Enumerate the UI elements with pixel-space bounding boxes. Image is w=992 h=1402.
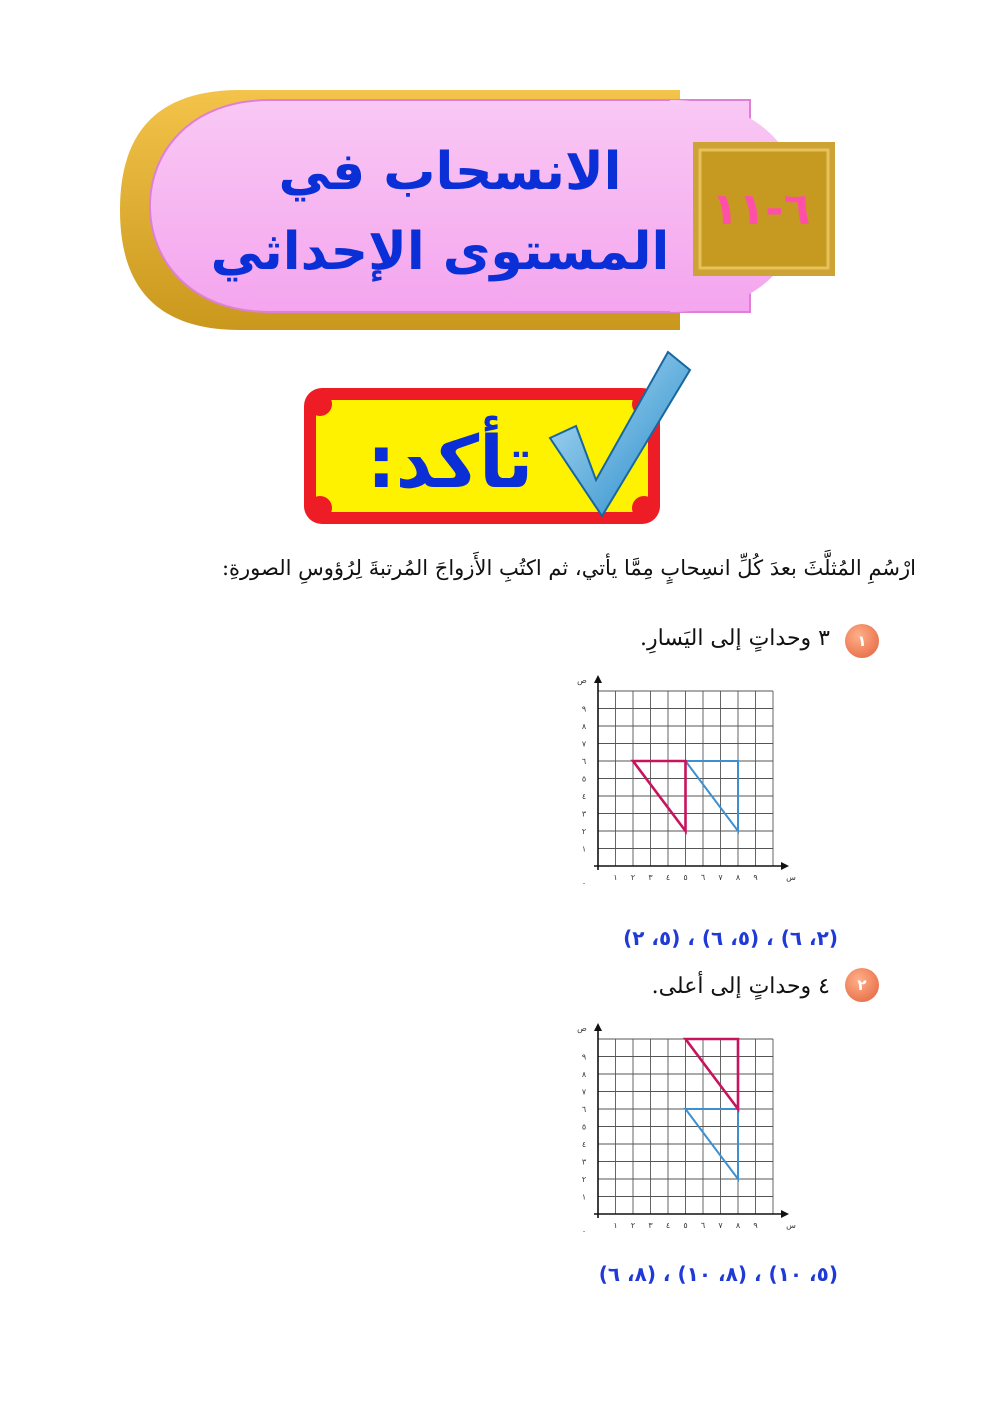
x-tick-label: ٣ [648, 1221, 653, 1230]
y-axis-name: ص [577, 1024, 587, 1033]
lesson-title-line2: المستوى الإحداثي [210, 222, 670, 282]
y-axis-arrow [594, 1023, 602, 1031]
x-axis-name: س [786, 1221, 796, 1230]
y-tick-label: ٢ [581, 1175, 587, 1184]
x-tick-label: ٥ [683, 1221, 688, 1230]
x-tick-label: ٥ [683, 873, 688, 882]
x-tick-label: ٤ [665, 1221, 671, 1230]
y-tick-label: ١ [581, 1192, 587, 1202]
exercise-1-label: ٣ وحداتٍ إلى اليَسارِ. [640, 626, 830, 651]
checkmark-icon [540, 340, 700, 520]
x-tick-label: ٨ [735, 1221, 741, 1230]
x-tick-label: ٨ [735, 873, 741, 882]
exercise-2-grid [560, 1024, 796, 1246]
y-tick-label: ٧ [581, 739, 587, 749]
exercise-1-answer: (٢، ٦) ، (٥، ٦) ، (٥، ٢) [623, 926, 838, 950]
y-tick-label: ٣ [581, 1157, 587, 1167]
y-tick-label: ٧ [581, 1087, 587, 1097]
origin-label: ٠ [581, 879, 587, 888]
x-axis-name: س [786, 873, 796, 882]
y-tick-label: ٦ [581, 1105, 587, 1114]
origin-label: ٠ [581, 1227, 587, 1236]
x-axis-arrow [781, 862, 789, 870]
x-tick-label: ٦ [700, 873, 706, 882]
check-label: تأكد: [366, 420, 534, 504]
y-tick-label: ٨ [581, 1070, 587, 1079]
y-tick-label: ٤ [581, 792, 587, 801]
lesson-number: ٦-١١ [711, 183, 811, 235]
y-tick-label: ٨ [581, 722, 587, 731]
y-tick-label: ٢ [581, 827, 587, 836]
x-tick-label: ٧ [718, 873, 723, 882]
y-tick-label: ٩ [581, 1052, 587, 1062]
y-tick-label: ٤ [581, 1140, 587, 1149]
y-tick-label: ٩ [581, 704, 587, 714]
x-tick-label: ٣ [648, 873, 653, 882]
x-tick-label: ٢ [630, 873, 636, 882]
x-tick-label: ٩ [753, 1221, 758, 1230]
y-tick-label: ١ [581, 844, 587, 854]
y-tick-label: ٦ [581, 757, 587, 766]
exercise-2-answer: (٥، ١٠) ، (٨، ١٠) ، (٨، ٦) [598, 1262, 838, 1286]
exercise-2-number: ٢ [845, 968, 879, 1002]
x-tick-label: ٤ [665, 873, 671, 882]
x-tick-label: ١ [613, 1221, 618, 1230]
x-tick-label: ٦ [700, 1221, 706, 1230]
x-tick-label: ٩ [753, 873, 758, 882]
lesson-title-line1: الانسحاب في [278, 142, 622, 202]
y-tick-label: ٥ [581, 774, 587, 784]
instruction-text: ارْسُمِ المُثلَّثَ بعدَ كُلِّ انسِحابٍ مِمَّا يأتي، ثم اكتُبِ الأَزواجَ المُرتبةَ لِرُؤوسِ الصورةِ: [221, 556, 916, 580]
y-tick-label: ٣ [581, 809, 587, 819]
y-tick-label: ٥ [581, 1122, 587, 1132]
y-axis-arrow [594, 675, 602, 683]
exercise-2-label: ٤ وحداتٍ إلى أعلى. [651, 974, 830, 999]
exercise-1-grid [560, 676, 796, 898]
x-tick-label: ١ [613, 873, 618, 882]
y-axis-name: ص [577, 676, 587, 685]
x-axis-arrow [781, 1210, 789, 1218]
x-tick-label: ٧ [718, 1221, 723, 1230]
exercise-1-number: ١ [845, 624, 879, 658]
x-tick-label: ٢ [630, 1221, 636, 1230]
